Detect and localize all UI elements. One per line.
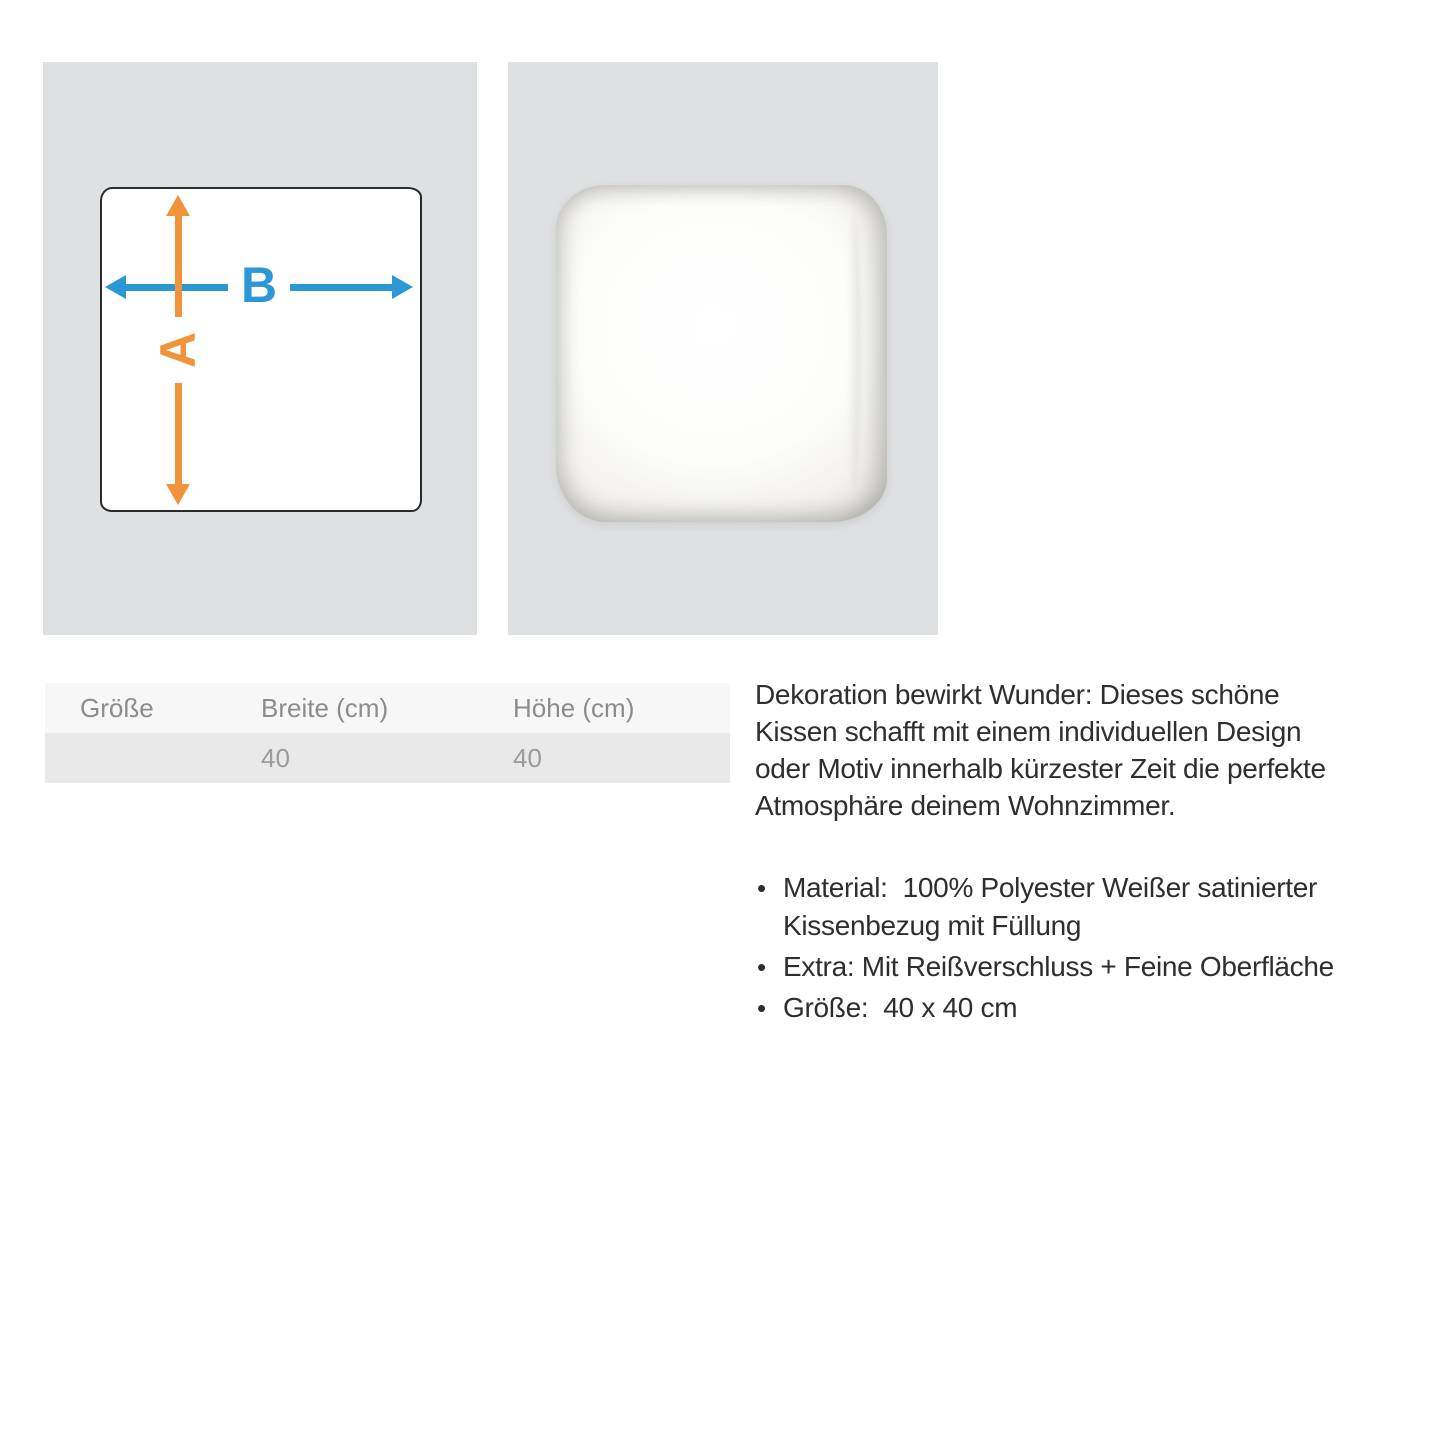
- cell-breite: 40: [261, 742, 290, 773]
- table-header-row: [45, 683, 730, 733]
- feature-item-groesse: [755, 989, 1420, 1027]
- cell-hoehe: 40: [513, 742, 542, 773]
- width-label-b: B: [240, 257, 278, 313]
- size-diagram-panel: [43, 62, 477, 635]
- product-description: [755, 676, 1420, 1030]
- arrow-line: [175, 383, 182, 484]
- feature-line: Extra: Mit Reißverschluss + Feine Oberfläche: [783, 951, 1334, 982]
- arrowhead-right-icon: [392, 275, 413, 299]
- height-arrow-a: [149, 195, 206, 505]
- description-paragraph: [755, 676, 1420, 824]
- paragraph-line: Atmosphäre deinem Wohnzimmer.: [755, 790, 1176, 821]
- feature-line: Material: 100% Polyester Weißer satinierter: [783, 872, 1318, 903]
- bullet-icon: •: [757, 952, 766, 982]
- paragraph-line: Kissen schafft mit einem individuellen Design: [755, 716, 1302, 747]
- paragraph-line: oder Motiv innerhalb kürzester Zeit die perfekte: [755, 753, 1326, 784]
- feature-line: Kissenbezug mit Füllung: [783, 910, 1082, 941]
- table-row: [45, 733, 730, 783]
- pillow-photo: [556, 185, 887, 522]
- bullet-icon: •: [757, 873, 766, 903]
- table-header-hoehe: Höhe (cm): [513, 692, 635, 723]
- arrowhead-down-icon: [166, 484, 190, 505]
- width-arrow-b: [105, 257, 413, 313]
- product-photo-panel: [508, 62, 938, 635]
- paragraph-line: Dekoration bewirkt Wunder: Dieses schöne: [755, 679, 1280, 710]
- table-header-groesse: Größe: [80, 692, 154, 723]
- pillow-outline-diagram: [100, 187, 422, 512]
- arrowhead-left-icon: [105, 275, 126, 299]
- arrow-line: [290, 284, 392, 291]
- arrow-line: [175, 216, 182, 317]
- table-header-breite: Breite (cm): [261, 692, 389, 723]
- size-table: [45, 683, 730, 783]
- feature-item-extra: [755, 948, 1420, 986]
- height-label-a: A: [149, 331, 206, 369]
- feature-list: [755, 869, 1420, 1027]
- bullet-icon: •: [757, 993, 766, 1023]
- arrowhead-up-icon: [166, 195, 190, 216]
- feature-line: Größe: 40 x 40 cm: [783, 992, 1018, 1023]
- feature-item-material: [755, 869, 1420, 945]
- height-label-a-box: [149, 317, 206, 383]
